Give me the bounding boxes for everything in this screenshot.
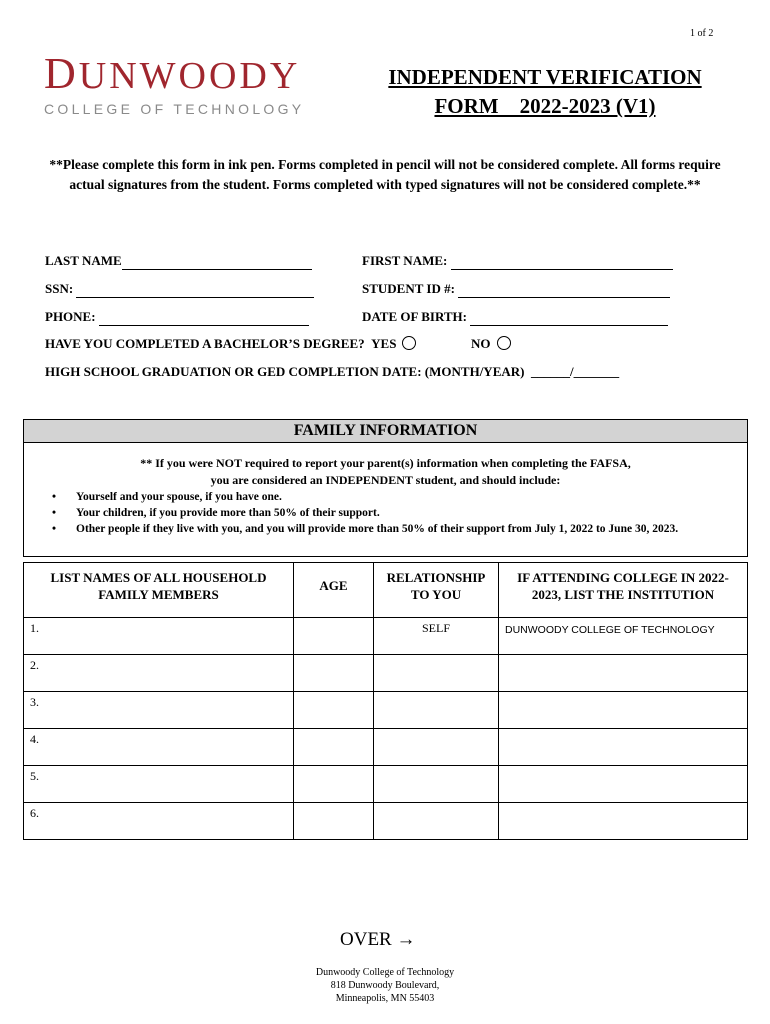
over-label: OVER [340,929,392,950]
first-name-label: FIRST NAME: [362,253,448,268]
table-row [24,655,748,692]
hs-grad-blank[interactable]: ______/_______ [530,364,620,379]
student-id-line[interactable] [458,281,670,298]
form-title-line2: FORM 2022-2023 (V1) [434,94,656,118]
row-number[interactable]: 4. [24,729,294,766]
age-cell[interactable] [294,729,374,766]
row-number[interactable]: 6. [24,803,294,840]
relationship-cell[interactable]: SELF [374,618,499,655]
no-label: NO [471,336,491,351]
dob-field[interactable] [362,309,668,326]
yes-radio[interactable] [402,336,416,350]
form-title [360,63,730,121]
footer-line3: Minneapolis, MN 55403 [335,993,435,1004]
table-row [24,766,748,803]
dob-line[interactable] [470,309,668,326]
institution-cell[interactable] [499,766,748,803]
household-table [23,562,748,840]
form-title-line1: INDEPENDENT VERIFICATION [388,65,702,89]
col-institution-header: IF ATTENDING COLLEGE IN 2022-2023, LIST THE INSTITUTION [499,563,748,618]
last-name-label: LAST NAME [45,253,122,268]
logo-name: UNWOODY [78,55,301,97]
relationship-cell[interactable] [374,766,499,803]
col-relationship-header: RELATIONSHIP TO YOU [374,563,499,618]
row-number[interactable]: 3. [24,692,294,729]
first-name-line[interactable] [451,253,673,270]
institution-cell[interactable]: DUNWOODY COLLEGE OF TECHNOLOGY [499,618,748,655]
phone-line[interactable] [99,309,309,326]
table-row [24,692,748,729]
institution-cell[interactable] [499,729,748,766]
ink-notice: **Please complete this form in ink pen. Forms completed in pencil will not be considered complete. All forms require actual signatures from the student. Forms completed with typed signatures will not be considered complete.** [49,157,721,192]
no-option [471,336,511,352]
institution-cell[interactable] [499,803,748,840]
phone-label: PHONE: [45,309,96,324]
family-info-box [23,441,748,557]
age-cell[interactable] [294,655,374,692]
phone-field[interactable] [45,309,309,326]
relationship-cell[interactable] [374,692,499,729]
logo-initial: D [44,49,79,98]
bachelor-question [45,336,416,352]
bachelor-label: HAVE YOU COMPLETED A BACHELOR’S DEGREE? [45,336,365,351]
last-name-line[interactable] [122,253,312,270]
institution-cell[interactable] [499,692,748,729]
age-cell[interactable] [294,766,374,803]
family-intro-line1: ** If you were NOT required to report your parent(s) information when completing the FAFSA, [140,456,631,470]
relationship-cell[interactable] [374,729,499,766]
hs-grad-field[interactable] [45,364,619,380]
row-number[interactable]: 1. [24,618,294,655]
col-names-header: LIST NAMES OF ALL HOUSEHOLD FAMILY MEMBERS [24,563,294,618]
table-row [24,729,748,766]
logo-subtitle: COLLEGE OF TECHNOLOGY [44,101,305,117]
footer-line2: 818 Dunwoody Boulevard, [330,980,440,991]
arrow-right-icon: → [396,929,416,950]
family-bullet: • Yourself and your spouse, if you have one. [52,489,678,505]
family-bullet: • Your children, if you provide more than 50% of their support. [52,505,678,521]
yes-label: YES [371,336,397,351]
family-bullets [52,489,678,537]
ssn-label: SSN: [45,281,74,296]
family-intro-line2: you are considered an INDEPENDENT student, and should include: [210,473,561,487]
student-id-field[interactable] [362,281,670,298]
family-info-header: FAMILY INFORMATION [23,419,748,443]
family-intro [24,455,747,489]
ssn-field[interactable] [45,281,314,298]
page-number: 1 of 2 [690,28,714,39]
table-header-row [24,563,748,618]
row-number[interactable]: 5. [24,766,294,803]
ssn-line[interactable] [76,281,314,298]
family-bullet: • Other people if they live with you, and you will provide more than 50% of their support from July 1, 2022 to June 30, 2023. [52,521,678,537]
student-id-label: STUDENT ID #: [362,281,455,296]
table-row [24,803,748,840]
institution-cell[interactable] [499,655,748,692]
col-age-header: AGE [294,563,374,618]
last-name-field[interactable] [45,253,312,270]
row-number[interactable]: 2. [24,655,294,692]
over-indicator [340,929,415,951]
no-radio[interactable] [497,336,511,350]
dob-label: DATE OF BIRTH: [362,309,467,324]
footer-line1: Dunwoody College of Technology [315,967,455,978]
age-cell[interactable] [294,692,374,729]
hs-grad-label: HIGH SCHOOL GRADUATION OR GED COMPLETION DATE: (MONTH/YEAR) [45,364,525,379]
relationship-cell[interactable] [374,803,499,840]
footer-address [290,966,480,1005]
college-logo [44,49,301,98]
table-row [24,618,748,655]
relationship-cell[interactable] [374,655,499,692]
age-cell[interactable] [294,618,374,655]
age-cell[interactable] [294,803,374,840]
first-name-field[interactable] [362,253,673,270]
